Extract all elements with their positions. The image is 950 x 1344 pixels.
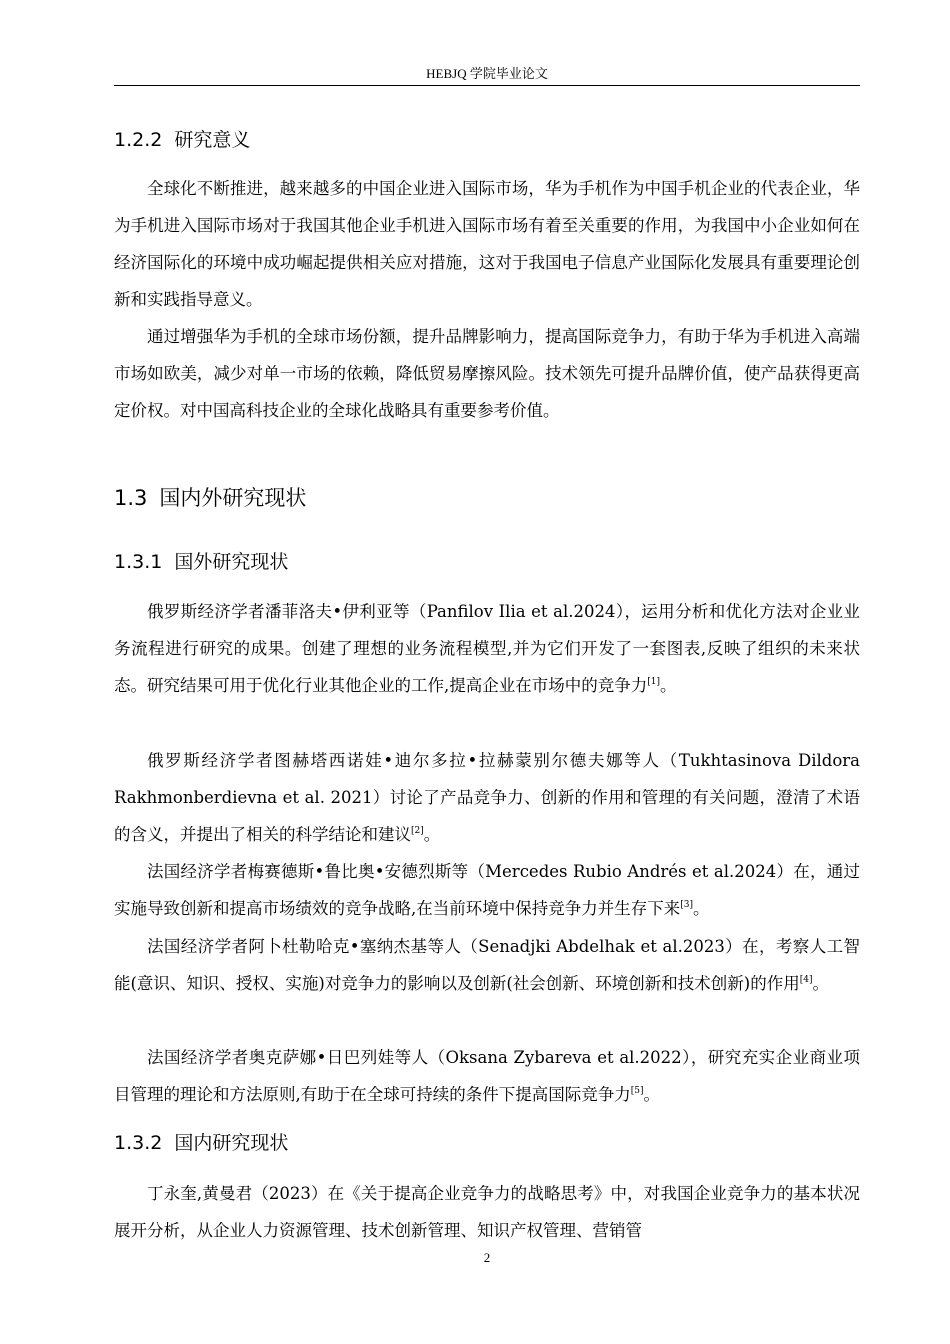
- page-header: HEBJQ 学院毕业论文: [426, 66, 548, 81]
- section-title: 国外研究现状: [174, 551, 289, 573]
- paragraph-tail: 。: [423, 825, 441, 844]
- paragraph-tail: 。: [812, 974, 829, 993]
- paragraph-text: 俄罗斯经济学者潘菲洛夫•伊利亚等（Panfilov Ilia et al.2024），运用分析和优化方法对企业业务流程进行研究的成果。创建了理想的业务流程模型,并为它们开发了一套图表,反映了组织的未来状态。研究结果可用于优化行业其他企业的工作,提高企业在市场中的竞争力: [114, 602, 860, 695]
- citation-ref: [4]: [799, 975, 813, 985]
- paragraph-tail: 。: [643, 1085, 660, 1104]
- section-title: 研究意义: [174, 129, 251, 151]
- citation-ref: [1]: [647, 677, 660, 687]
- section-heading-1-3-1: [114, 549, 288, 575]
- paragraph: 丁永奎,黄曼君（2023）在《关于提高企业竞争力的战略思考》中，对我国企业竞争力的基本状况展开分析，从企业人力资源管理、技术创新管理、知识产权管理、营销管: [114, 1184, 860, 1240]
- section-number: 1.3.1: [114, 551, 163, 573]
- paragraph: [114, 742, 860, 853]
- paragraph-text: 俄罗斯经济学者图赫塔西诺娃•迪尔多拉•拉赫蒙别尔德夫娜等人（Tukhtasinova Dildora Rakhmonberdievna et al. 2021）讨论了产品竞争力、创新的作用和管理的有关问题，澄清了术语的含义，并提出了相关的科学结论和建议: [114, 751, 860, 844]
- citation-ref: [3]: [680, 900, 693, 910]
- paragraph-text: 法国经济学者梅赛德斯•鲁比奥•安德烈斯等（Mercedes Rubio Andrés et al.2024）在，通过实施导致创新和提高市场绩效的竞争战略,在当前环境中保持竞争力并生存下来: [114, 862, 860, 918]
- paragraph: 全球化不断推进，越来越多的中国企业进入国际市场，华为手机作为中国手机企业的代表企业，华为手机进入国际市场对于我国其他企业手机进入国际市场有着至关重要的作用，为我国中小企业如何在经济国际化的环境中成功崛起提供相关应对措施，这对于我国电子信息产业国际化发展具有重要理论创新和实践指导意义。: [114, 179, 860, 309]
- section-title: 国内研究现状: [174, 1132, 289, 1154]
- section-heading-1-2-2: [114, 127, 250, 153]
- paragraph-text: 法国经济学者阿卜杜勒哈克•塞纳杰基等人（Senadjki Abdelhak et al.2023）在，考察人工智能(意识、知识、授权、实施)对竞争力的影响以及创新(社会创新、环境创新和技术创新)的作用: [114, 937, 860, 993]
- paragraph-text: 法国经济学者奥克萨娜•日巴列娃等人（Oksana Zybareva et al.2022），研究充实企业商业项目管理的理论和方法原则,有助于在全球可持续的条件下提高国际竞争力: [114, 1048, 860, 1104]
- paragraph-tail: 。: [660, 676, 677, 695]
- paragraph: [114, 928, 860, 1002]
- paragraph: [114, 593, 860, 704]
- paragraph: 通过增强华为手机的全球市场份额，提升品牌影响力，提高国际竞争力，有助于华为手机进入高端市场如欧美，减少对单一市场的依赖，降低贸易摩擦风险。技术领先可提升品牌价值，使产品获得更高定价权。对中国高科技企业的全球化战略具有重要参考价值。: [114, 327, 860, 420]
- section-number: 1.2.2: [114, 129, 163, 151]
- paragraph-tail: 。: [693, 899, 710, 918]
- paragraph: [114, 1039, 860, 1113]
- citation-ref: [5]: [630, 1086, 644, 1096]
- page-number: 2: [483, 1250, 491, 1265]
- header-divider: [114, 85, 860, 86]
- citation-ref: [2]: [411, 826, 424, 836]
- paragraph: [114, 853, 860, 927]
- section-number: 1.3: [114, 486, 148, 510]
- section-title: 国内外研究现状: [159, 486, 307, 510]
- section-heading-1-3: [114, 485, 306, 511]
- section-heading-1-3-2: [114, 1130, 288, 1156]
- section-number: 1.3.2: [114, 1132, 163, 1154]
